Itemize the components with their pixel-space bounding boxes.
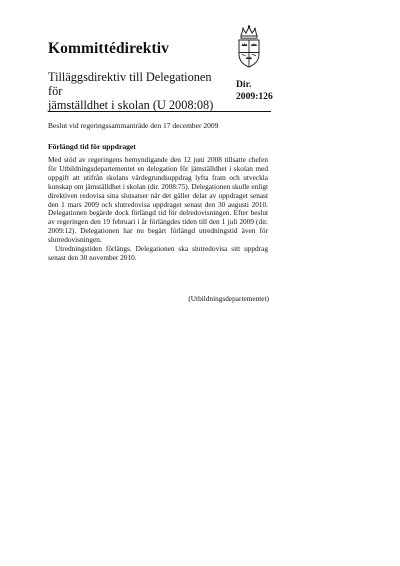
directive-number: 2009:126 [236,90,273,102]
directive-title-line-2: jämställdhet i skolan (U 2008:08) [48,98,214,112]
directive-label: Dir. [236,79,252,90]
ministry-signature: (Utbildningsdepartementet) [188,294,269,303]
body-paragraph: Utredningstiden förlängs. Delegationen ska slutredovisa sitt uppdrag senast den 30 november 2010. [48,244,268,262]
document-type: Kommittédirektiv [48,40,169,57]
section-heading: Förlängd tid för uppdraget [48,142,136,151]
body-paragraph: Med stöd av regeringens bemyndigande den 12 juni 2008 tillsatte chefen för Utbildningsdepartementet en delegation för jämställdhet i skolan med uppgift att utifrån skolans värdegrundsuppdrag lyfta fram och utveckla kunskap om jämställdhet i skolan (dir. 2008:75). Delegationen skulle enligt direktiven redovisa sina slutsatser när det gäller delar av uppdraget senast den 1 mars 2009 och slutredovisa uppdraget senast den 30 augusti 2010. Delegationen begärde dock förlängd tid för delredovisningen. Efter beslut av regeringen den 19 februari i år förlängdes tiden till den 1 juli 2009 (dir. 2009:12). Delegationen har nu begärt förlängd utredningstid även för slutredovisningen. [48,155,268,245]
directive-reference [236,79,273,102]
section-body [48,156,268,263]
directive-title-line-1: Tilläggsdirektiv till Delegationen för [48,70,212,98]
header-divider [48,111,271,112]
decision-date-line: Beslut vid regeringssammanträde den 17 december 2009 [48,121,219,130]
directive-title [48,70,226,112]
royal-crest-logo [234,24,264,68]
